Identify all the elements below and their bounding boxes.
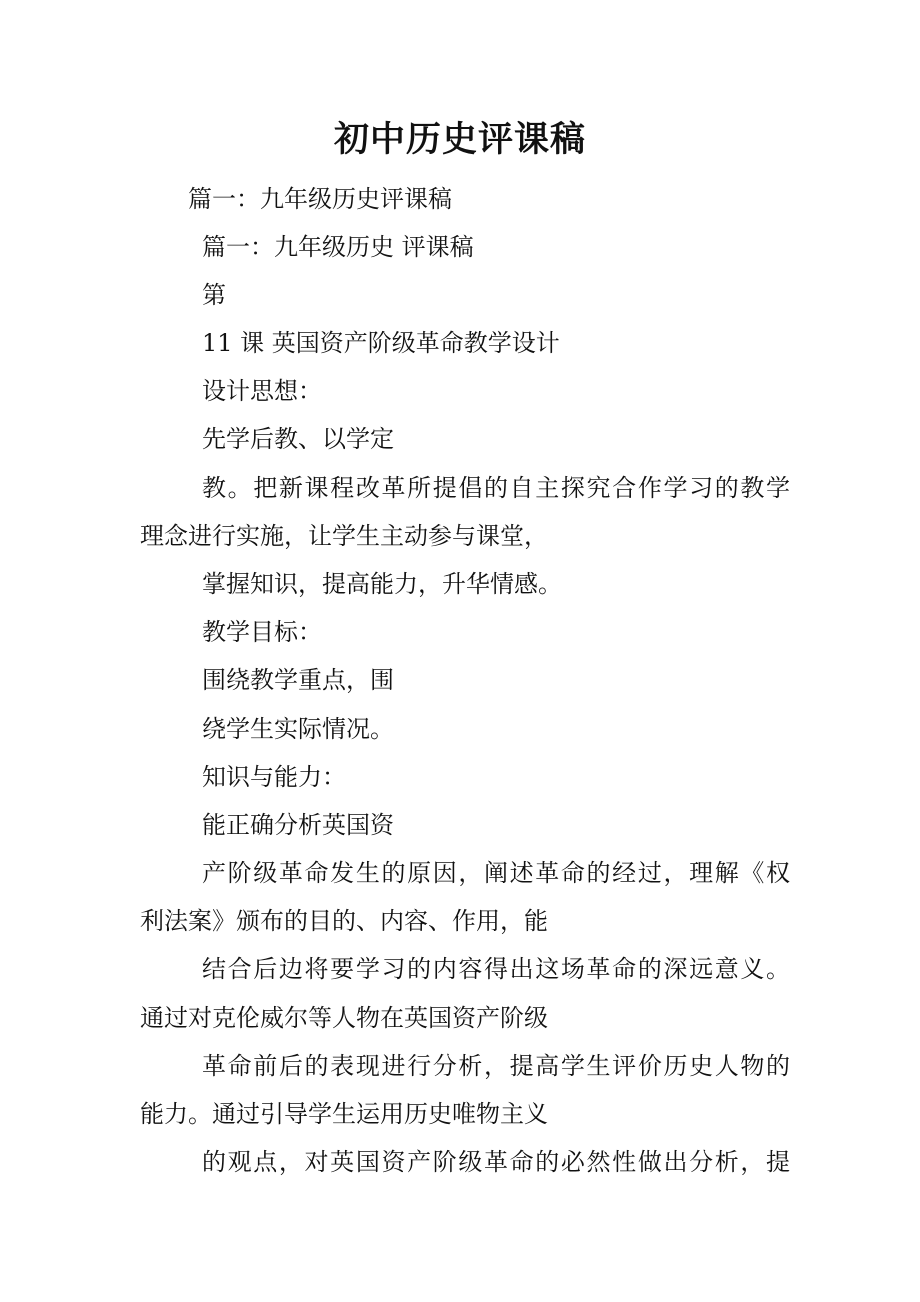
paragraph-line: 通过对克伦威尔等人物在英国资产阶级 [140,1004,548,1032]
document-title: 初中历史评课稿 [333,119,586,160]
paragraph-line-text: 产阶级革命发生的原因，阐述革命的经过，理解《权 [202,859,790,887]
paragraph-line: 篇一：九年级历史评课稿 [188,185,452,213]
paragraph-line: 篇一：九年级历史 评课稿 [202,233,474,261]
paragraph-line: 先学后教、以学定 [202,425,394,453]
paragraph-line: 11 课 英国资产阶级革命教学设计 [202,329,560,357]
paragraph-line-text: 的观点，对英国资产阶级革命的必然性做出分析，提 [202,1148,790,1176]
paragraph-line [140,471,852,505]
paragraph-line: 教学目标： [202,618,322,646]
paragraph-line-text: 结合后边将要学习的内容得出这场革命的深远意义。 [202,955,790,983]
paragraph-line: 绕学生实际情况。 [202,715,394,743]
paragraph-line: 能正确分析英国资 [202,811,394,839]
paragraph-line: 围绕教学重点，围 [202,666,394,694]
paragraph-line: 第 [202,281,226,309]
paragraph-line [140,1145,852,1179]
paragraph-line: 利法案》颁布的目的、内容、作用，能 [140,907,548,935]
paragraph-line [140,1049,852,1083]
paragraph-line [140,856,852,890]
paragraph-line: 能力。通过引导学生运用历史唯物主义 [140,1100,548,1128]
paragraph-line [140,952,852,986]
paragraph-line: 掌握知识，提高能力，升华情感。 [202,570,562,598]
paragraph-line-text: 革命前后的表现进行分析，提高学生评价历史人物的 [202,1052,790,1080]
paragraph-line: 知识与能力： [202,763,346,791]
paragraph-line: 设计思想： [202,377,322,405]
paragraph-line: 理念进行实施，让学生主动参与课堂， [140,522,548,550]
paragraph-line-text: 教。把新课程改革所提倡的自主探究合作学习的教学 [202,474,790,502]
